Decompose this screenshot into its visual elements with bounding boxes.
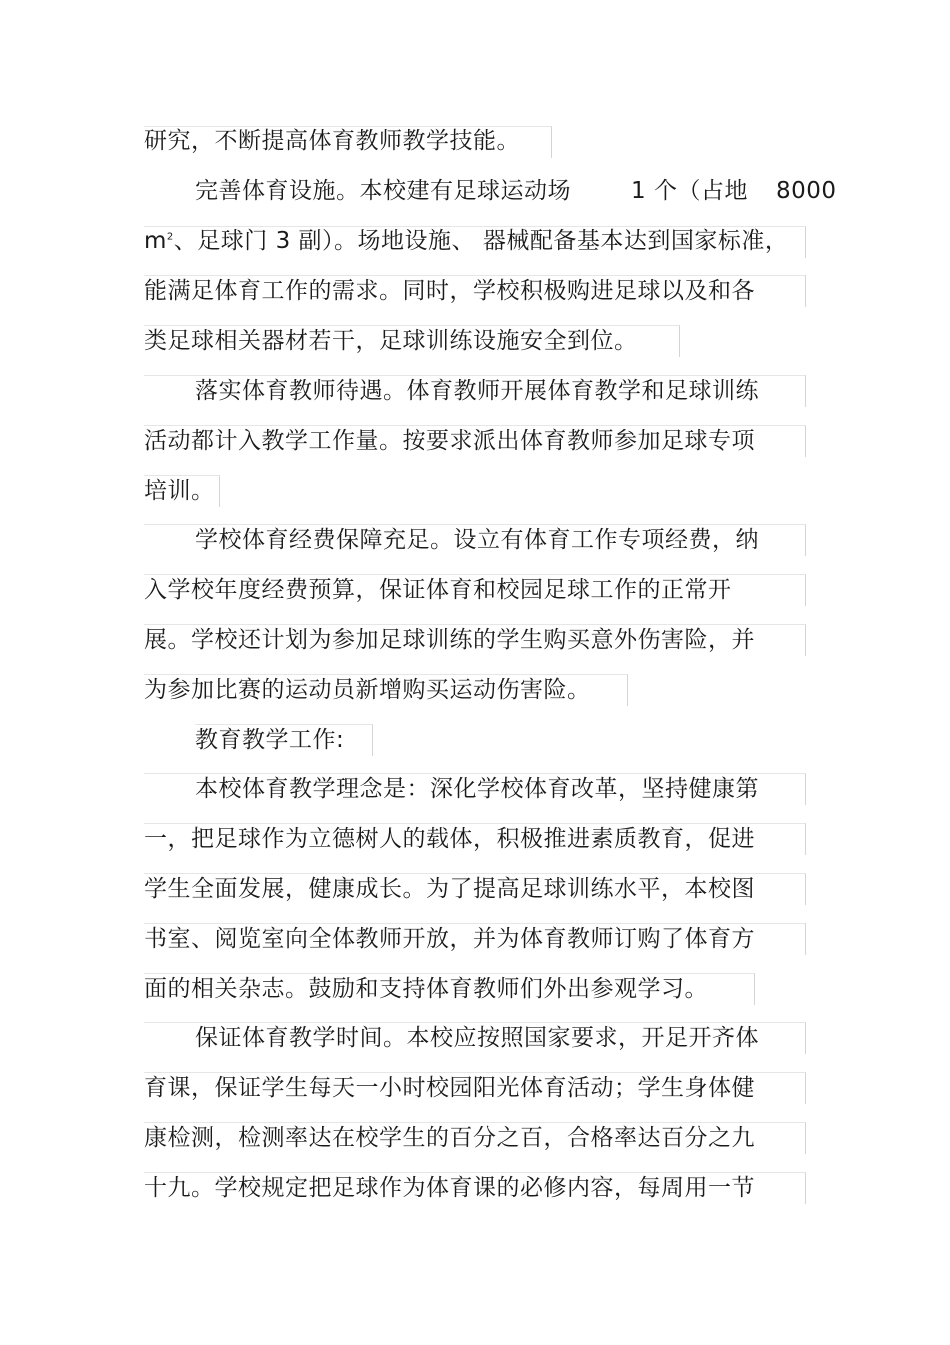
text-line: 培训。 — [144, 478, 215, 504]
text-span: 8000 — [775, 178, 837, 204]
text-line: 能满足体育工作的需求。同时，学校积极购进足球以及和各 — [144, 278, 755, 304]
text-line: 入学校年度经费预算，保证体育和校园足球工作的正常开 — [144, 577, 732, 603]
text-span: 1 个（占地 — [631, 178, 748, 204]
text-line: 十九。学校规定把足球作为体育课的必修内容，每周用一节 — [144, 1175, 755, 1201]
text-line: 为参加比赛的运动员新增购买运动伤害险。 — [144, 677, 591, 703]
unit-symbol: m — [144, 228, 167, 254]
text-line — [144, 224, 788, 258]
text-line: 书室、阅览室向全体教师开放，并为体育教师订购了体育方 — [144, 926, 755, 952]
text-line: 本校体育教学理念是：深化学校体育改革，坚持健康第 — [195, 776, 759, 802]
text-line — [195, 174, 837, 208]
unit-superscript: 2 — [166, 231, 174, 243]
text-line: 学生全面发展，健康成长。为了提高足球训练水平，本校图 — [144, 876, 755, 902]
text-line: 类足球相关器材若干，足球训练设施安全到位。 — [144, 328, 638, 354]
text-line: 面的相关杂志。鼓励和支持体育教师们外出参观学习。 — [144, 976, 708, 1002]
text-line: 活动都计入教学工作量。按要求派出体育教师参加足球专项 — [144, 428, 755, 454]
text-line: 研究，不断提高体育教师教学技能。 — [144, 128, 520, 154]
text-line: 一，把足球作为立德树人的载体，积极推进素质教育，促进 — [144, 826, 755, 852]
text-line: 学校体育经费保障充足。设立有体育工作专项经费，纳 — [195, 527, 759, 553]
text-line: 保证体育教学时间。本校应按照国家要求，开足开齐体 — [195, 1025, 759, 1051]
text-span: 、足球门 3 副）。场地设施、 器械配备基本达到国家标准， — [173, 228, 789, 254]
text-line: 展。学校还计划为参加足球训练的学生购买意外伤害险，并 — [144, 627, 755, 653]
section-heading: 教育教学工作: — [195, 727, 345, 753]
text-line: 康检测，检测率达在校学生的百分之百，合格率达百分之九 — [144, 1125, 755, 1151]
text-line: 育课，保证学生每天一小时校园阳光体育活动；学生身体健 — [144, 1075, 755, 1101]
text-line: 落实体育教师待遇。体育教师开展体育教学和足球训练 — [195, 378, 759, 404]
text-span: 完善体育设施。本校建有足球运动场 — [195, 178, 571, 204]
